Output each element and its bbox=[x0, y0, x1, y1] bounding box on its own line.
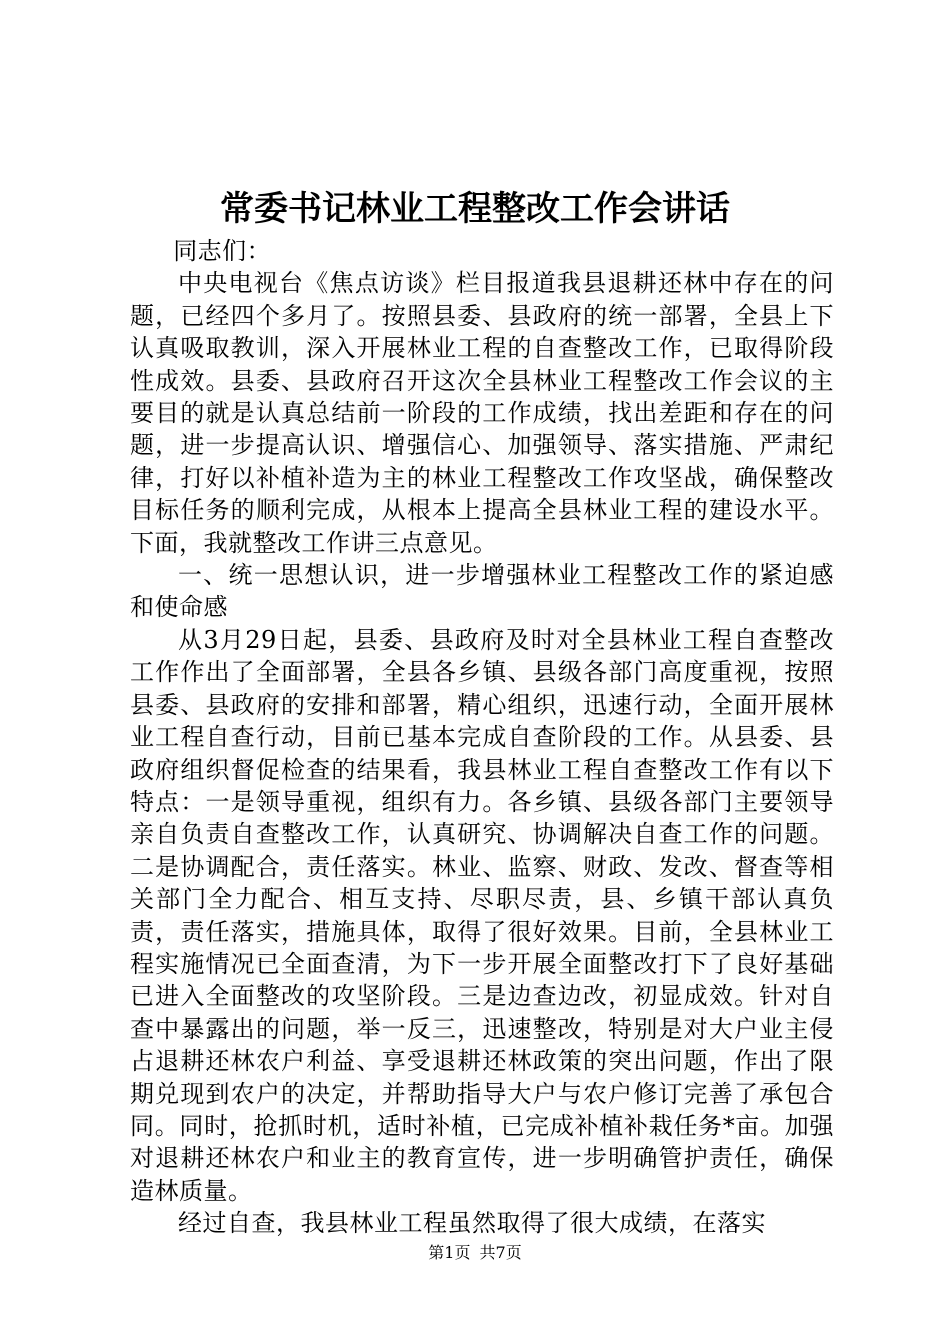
document-title: 常委书记林业工程整改工作会讲话 bbox=[220, 189, 730, 229]
body-paragraph: 从3月29日起，县委、县政府及时对全县林业工程自查整改工作作出了全面部署，全县各乡镇、县级各部门高度重视，按照县委、县政府的安排和部署，精心组织，迅速行动，全面开展林业工程自查行动，目前已基本完成自查阶段的工作。从县委、县政府组织督促检查的结果看，我县林业工程自查整改工作有以下特点：一是领导重视，组织有力。各乡镇、县级各部门主要领导亲自负责自查整改工作，认真研究、协调解决自查工作的问题。二是协调配合，责任落实。林业、监察、财政、发改、督查等相关部门全力配合、相互支持、尽职尽责，县、乡镇干部认真负责，责任落实，措施具体，取得了很好效果。目前，全县林业工程实施情况已全面查清，为下一步开展全面整改打下了良好基础已进入全面整改的攻坚阶段。三是边查边改，初显成效。针对自查中暴露出的问题，举一反三，迅速整改，特别是对大户业主侵占退耕还林农户利益、享受退耕还林政策的突出问题，作出了限期兑现到农户的决定，并帮助指导大户与农户修订完善了承包合同。同时，抢抓时机，适时补植，已完成补植补栽任务*亩。加强对退耕还林农户和业主的教育宣传，进一步明确管护责任，确保造林质量。 bbox=[130, 625, 834, 1205]
document-body bbox=[130, 235, 834, 1240]
body-paragraph-continued: 经过自查，我县林业工程虽然取得了很大成绩，在落实 bbox=[178, 1209, 766, 1238]
intro-paragraph: 中央电视台《焦点访谈》栏目报道我县退耕还林中存在的问题，已经四个多月了。按照县委、县政府的统一部署，全县上下认真吸取教训，深入开展林业工程的自查整改工作，已取得阶段性成效。县委、县政府召开这次全县林业工程整改工作会议的主要目的就是认真总结前一阶段的工作成绩，找出差距和存在的问题，进一步提高认识、增强信心、加强领导、落实措施、严肃纪律，打好以补植补造为主的林业工程整改工作攻坚战，确保整改目标任务的顺利完成，从根本上提高全县林业工程的建设水平。下面，我就整改工作讲三点意见。 bbox=[130, 269, 834, 557]
page-footer bbox=[0, 1242, 950, 1264]
section-heading-1: 一、统一思想认识，进一步增强林业工程整改工作的紧迫感和使命感 bbox=[130, 561, 834, 622]
page-number: 第1页 bbox=[428, 1243, 471, 1262]
salutation-paragraph: 同志们： bbox=[173, 237, 272, 265]
page-total: 共7页 bbox=[479, 1243, 522, 1262]
